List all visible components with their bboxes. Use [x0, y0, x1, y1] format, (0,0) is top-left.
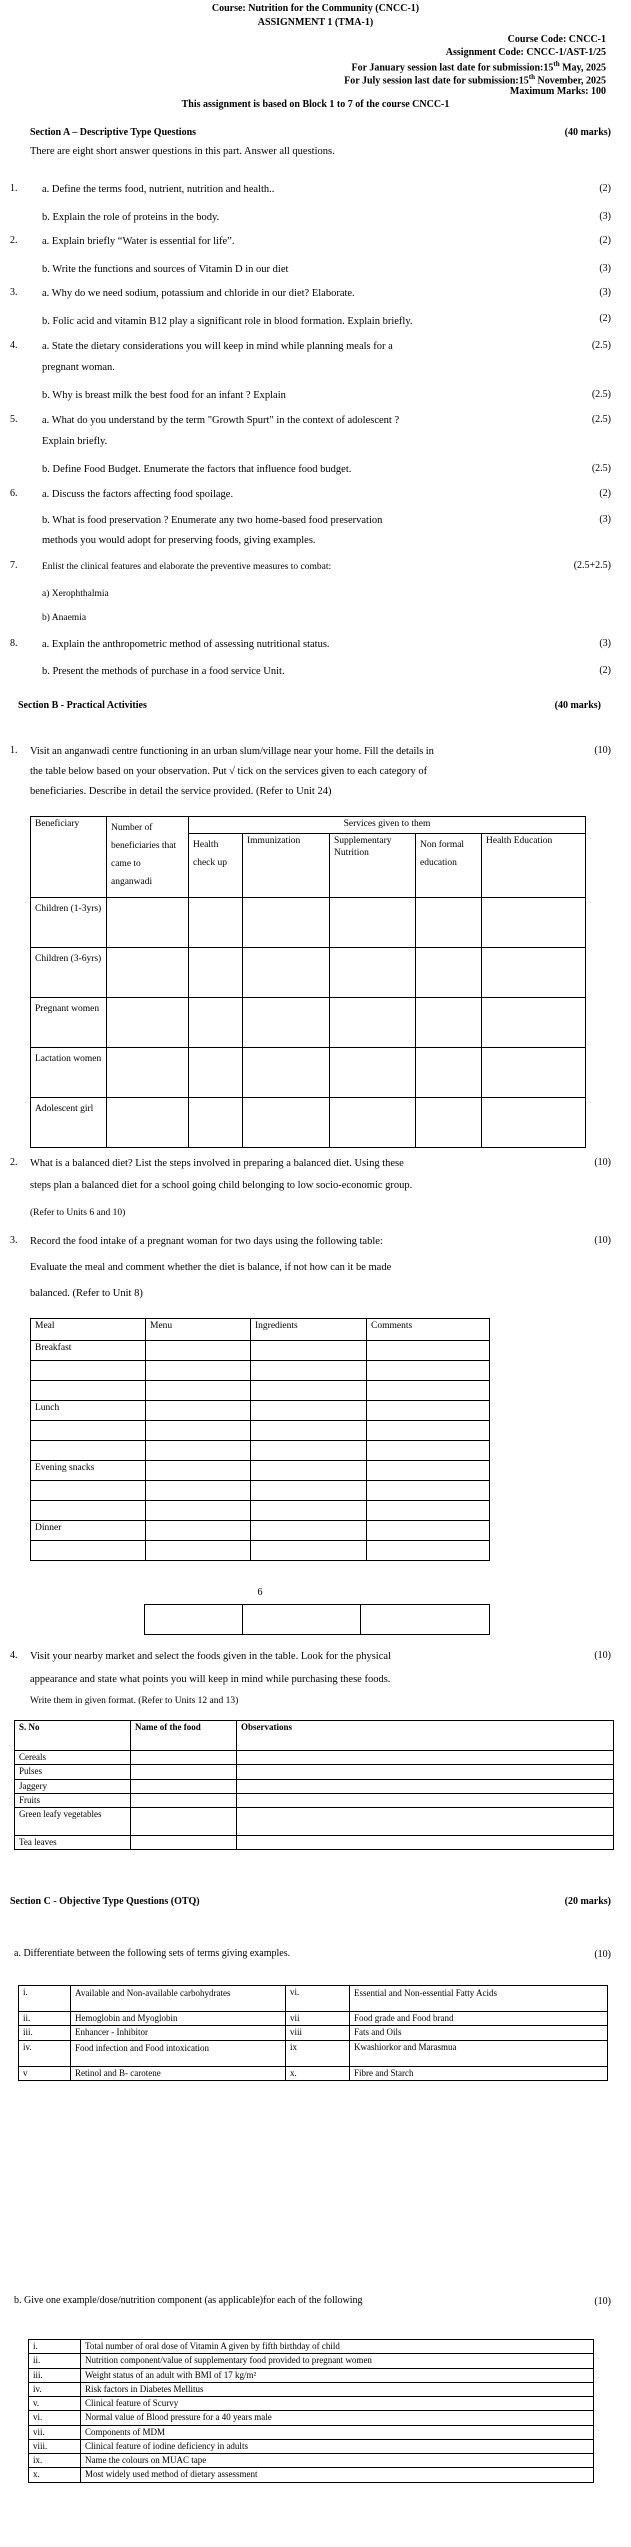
diff-term: Available and Non-available carbohydrates	[71, 1986, 286, 2012]
food-intake-cell[interactable]	[251, 1501, 367, 1521]
market-cell[interactable]	[131, 1808, 237, 1836]
food-intake-cell[interactable]	[31, 1361, 146, 1381]
anganwadi-row-label: Adolescent girl	[31, 1097, 107, 1147]
market-foods-table	[14, 1720, 614, 1850]
anganwadi-cell[interactable]	[243, 1097, 330, 1147]
a-q7b: b) Anaemia	[42, 613, 87, 623]
july-deadline-sup: th	[528, 73, 535, 81]
anganwadi-cell[interactable]	[243, 1047, 330, 1097]
a-q1a-marks: (2)	[599, 183, 611, 194]
food-intake-cell[interactable]	[146, 1381, 251, 1401]
food-intake-cell[interactable]	[31, 1421, 146, 1441]
market-cell[interactable]	[237, 1765, 614, 1779]
b-q3-line1: Record the food intake of a pregnant woman for two days using the following table:	[30, 1236, 383, 1247]
food-intake-cell[interactable]	[251, 1461, 367, 1481]
a-q5a-line2: Explain briefly.	[42, 436, 108, 447]
ex-item: Total number of oral dose of Vitamin A given by fifth birthday of child	[81, 2340, 594, 2354]
anganwadi-cell[interactable]	[482, 897, 586, 947]
anganwadi-cell[interactable]	[107, 1047, 189, 1097]
anganwadi-cell[interactable]	[189, 1047, 243, 1097]
food-intake-cell[interactable]	[251, 1481, 367, 1501]
a-q3b: b. Folic acid and vitamin B12 play a significant role in blood formation. Explain briefly.	[42, 316, 413, 327]
market-row-label: Pulses	[15, 1765, 131, 1779]
a-q4-number: 4.	[10, 340, 18, 351]
section-c-marks: (20 marks)	[564, 1896, 611, 1907]
a-q2a: a. Explain briefly “Water is essential for life”.	[42, 236, 235, 247]
course-title: Course: Nutrition for the Community (CNCC-1)	[211, 3, 420, 14]
food-intake-cell[interactable]	[31, 1381, 146, 1401]
market-row-label: Tea leaves	[15, 1836, 131, 1850]
assignment-title: ASSIGNMENT 1 (TMA-1)	[257, 17, 374, 28]
a-q8a: a. Explain the anthropometric method of assessing nutritional status.	[42, 639, 330, 650]
anganwadi-table	[30, 816, 586, 1148]
food-intake-meal-label: Dinner	[31, 1521, 146, 1541]
assignment-code: Assignment Code: CNCC-1/AST-1/25	[445, 47, 606, 58]
diff-term: Enhancer - Inhibitor	[71, 2026, 286, 2040]
market-cell[interactable]	[237, 1793, 614, 1807]
diff-num: i.	[19, 1986, 71, 2012]
food-intake-cell[interactable]	[251, 1341, 367, 1361]
a-q1a: a. Define the terms food, nutrient, nutrition and health..	[42, 184, 275, 195]
a-q2b: b. Write the functions and sources of Vitamin D in our diet	[42, 264, 289, 275]
diff-num: vi.	[286, 1986, 350, 2012]
anganwadi-col-services: Services given to them	[189, 817, 586, 834]
market-row-label: Fruits	[15, 1793, 131, 1807]
ex-item: Most widely used method of dietary assessment	[81, 2468, 594, 2482]
ex-num: ii.	[29, 2354, 81, 2368]
diff-term: Essential and Non-essential Fatty Acids	[350, 1986, 608, 2012]
market-cell[interactable]	[131, 1836, 237, 1850]
food-intake-cell[interactable]	[367, 1341, 490, 1361]
ex-num: x.	[29, 2468, 81, 2482]
c-qb-marks: (10)	[594, 2296, 611, 2307]
a-q4b-marks: (2.5)	[591, 389, 611, 400]
anganwadi-col-beneficiary: Beneficiary	[31, 817, 107, 898]
a-q5-number: 5.	[10, 414, 18, 425]
diff-num: vii	[286, 2012, 350, 2026]
a-q1b: b. Explain the role of proteins in the body.	[42, 212, 220, 223]
anganwadi-sub-health-check: Health check up	[189, 833, 243, 897]
a-q6b-line2: methods you would adopt for preserving foods, giving examples.	[42, 535, 316, 546]
food-intake-table	[30, 1318, 490, 1561]
anganwadi-cell[interactable]	[189, 947, 243, 997]
anganwadi-cell[interactable]	[243, 997, 330, 1047]
a-q7-number: 7.	[10, 560, 18, 571]
food-intake-cell[interactable]	[367, 1361, 490, 1381]
market-cell[interactable]	[131, 1765, 237, 1779]
anganwadi-cell[interactable]	[107, 947, 189, 997]
food-intake-cell[interactable]	[251, 1361, 367, 1381]
a-q4a-line1: a. State the dietary considerations you will keep in mind while planning meals for a	[42, 341, 393, 352]
b-q4-line3: Write them in given format. (Refer to Units 12 and 13)	[30, 1696, 239, 1706]
diff-num: x.	[286, 2066, 350, 2080]
food-intake-cell[interactable]	[31, 1501, 146, 1521]
food-intake-meal-label: Lunch	[31, 1401, 146, 1421]
food-intake-cell[interactable]	[146, 1541, 251, 1561]
b-q3-line2: Evaluate the meal and comment whether the diet is balance, if not how can it be made	[30, 1262, 392, 1273]
food-intake-cell[interactable]	[146, 1341, 251, 1361]
a-q5a-marks: (2.5)	[591, 414, 611, 425]
a-q3b-marks: (2)	[599, 313, 611, 324]
ex-item: Clinical feature of Scurvy	[81, 2397, 594, 2411]
anganwadi-cell[interactable]	[482, 997, 586, 1047]
anganwadi-cell[interactable]	[107, 897, 189, 947]
food-intake-cell[interactable]	[146, 1461, 251, 1481]
page-break-table-row	[144, 1604, 490, 1635]
anganwadi-cell[interactable]	[482, 1047, 586, 1097]
market-cell[interactable]	[237, 1751, 614, 1765]
market-head-name: Name of the food	[131, 1721, 237, 1751]
ex-num: iv.	[29, 2382, 81, 2396]
anganwadi-sub-immunization: Immunization	[243, 833, 330, 897]
diff-term: Food grade and Food brand	[350, 2012, 608, 2026]
food-intake-cell[interactable]	[146, 1421, 251, 1441]
food-intake-cell[interactable]	[31, 1481, 146, 1501]
a-q1b-marks: (3)	[599, 211, 611, 222]
ex-num: vii.	[29, 2425, 81, 2439]
a-q1-number: 1.	[10, 183, 18, 194]
food-intake-head-comments: Comments	[367, 1319, 490, 1341]
a-q2a-marks: (2)	[599, 235, 611, 246]
c-qb-text: b. Give one example/dose/nutrition component (as applicable)for each of the following	[14, 2295, 363, 2306]
diff-term: Fibre and Starch	[350, 2066, 608, 2080]
market-row-label: Cereals	[15, 1751, 131, 1765]
page-break-cell	[243, 1605, 361, 1635]
january-deadline-rest: May, 2025	[559, 62, 606, 74]
market-cell[interactable]	[237, 1808, 614, 1836]
market-head-sno: S. No	[15, 1721, 131, 1751]
c-qa-text: a. Differentiate between the following sets of terms giving examples.	[14, 1948, 291, 1959]
food-intake-cell[interactable]	[367, 1501, 490, 1521]
anganwadi-cell[interactable]	[243, 947, 330, 997]
a-q8b: b. Present the methods of purchase in a food service Unit.	[42, 666, 285, 677]
a-q6b-marks: (3)	[599, 514, 611, 525]
page-break-cell	[145, 1605, 243, 1635]
market-cell[interactable]	[131, 1793, 237, 1807]
anganwadi-cell[interactable]	[107, 997, 189, 1047]
anganwadi-cell[interactable]	[330, 897, 416, 947]
food-intake-cell[interactable]	[146, 1441, 251, 1461]
c-qa-marks: (10)	[594, 1949, 611, 1960]
b-q1-number: 1.	[10, 745, 18, 756]
anganwadi-cell[interactable]	[416, 897, 482, 947]
section-a-title: Section A – Descriptive Type Questions	[30, 127, 197, 138]
anganwadi-cell[interactable]	[243, 897, 330, 947]
market-head-observations: Observations	[237, 1721, 614, 1751]
a-q6-number: 6.	[10, 488, 18, 499]
diff-term: Retinol and B- carotene	[71, 2066, 286, 2080]
maximum-marks: Maximum Marks: 100	[509, 86, 606, 97]
a-q4a-line2: pregnant woman.	[42, 362, 115, 373]
food-intake-cell[interactable]	[31, 1441, 146, 1461]
a-q3a: a. Why do we need sodium, potassium and chloride in our diet? Elaborate.	[42, 288, 355, 299]
anganwadi-row-label: Pregnant women	[31, 997, 107, 1047]
market-row-label	[15, 1808, 131, 1836]
food-intake-cell[interactable]	[251, 1401, 367, 1421]
ex-item: Weight status of an adult with BMI of 17 kg/m²	[81, 2368, 594, 2382]
anganwadi-cell[interactable]	[482, 947, 586, 997]
anganwadi-sub-supplementary: Supplementary Nutrition	[330, 833, 416, 897]
market-cell[interactable]	[237, 1779, 614, 1793]
food-intake-cell[interactable]	[367, 1421, 490, 1441]
food-intake-head-menu: Menu	[146, 1319, 251, 1341]
food-intake-cell[interactable]	[251, 1381, 367, 1401]
b-q2-marks: (10)	[594, 1157, 611, 1168]
ex-item: Clinical feature of iodine deficiency in adults	[81, 2439, 594, 2453]
anganwadi-row-label: Lactation women	[31, 1047, 107, 1097]
a-q6a: a. Discuss the factors affecting food spoilage.	[42, 489, 234, 500]
anganwadi-cell[interactable]	[416, 997, 482, 1047]
section-a-instructions: There are eight short answer questions in this part. Answer all questions.	[30, 146, 335, 157]
a-q5a-line1: a. What do you understand by the term "Growth Spurt" in the context of adolescent ?	[42, 415, 400, 426]
food-intake-cell[interactable]	[367, 1521, 490, 1541]
page-break-cell	[361, 1605, 490, 1635]
food-intake-cell[interactable]	[31, 1541, 146, 1561]
anganwadi-cell[interactable]	[416, 1097, 482, 1147]
b-q3-number: 3.	[10, 1235, 18, 1246]
anganwadi-cell[interactable]	[330, 997, 416, 1047]
market-row-label-text: Green leafy vegetables	[19, 1809, 102, 1819]
food-intake-cell[interactable]	[251, 1421, 367, 1441]
anganwadi-cell[interactable]	[330, 1097, 416, 1147]
food-intake-head-meal: Meal	[31, 1319, 146, 1341]
diff-term: Fats and Oils	[350, 2026, 608, 2040]
section-b-marks: (40 marks)	[554, 700, 601, 711]
b-q4-line2: appearance and state what points you will keep in mind while purchasing these foods.	[30, 1674, 391, 1685]
anganwadi-cell[interactable]	[189, 897, 243, 947]
a-q6b-line1: b. What is food preservation ? Enumerate any two home-based food preservation	[42, 515, 383, 526]
section-c-title: Section C - Objective Type Questions (OTQ)	[10, 1896, 200, 1907]
market-cell[interactable]	[237, 1836, 614, 1850]
a-q7a: a) Xerophthalmia	[42, 589, 109, 599]
ex-num: ix.	[29, 2454, 81, 2468]
a-q5b: b. Define Food Budget. Enumerate the factors that influence food budget.	[42, 464, 352, 475]
ex-item: Normal value of Blood pressure for a 40 years male	[81, 2411, 594, 2425]
market-cell[interactable]	[131, 1751, 237, 1765]
a-q7-text: Enlist the clinical features and elaborate the preventive measures to combat:	[42, 562, 332, 572]
anganwadi-sub-health-education: Health Education	[482, 833, 586, 897]
b-q2-line3: (Refer to Units 6 and 10)	[30, 1208, 126, 1218]
diff-num: v	[19, 2066, 71, 2080]
b-q2-line2: steps plan a balanced diet for a school going child belonging to low socio-economic group.	[30, 1180, 413, 1191]
examples-table	[28, 2339, 594, 2483]
b-q3-marks: (10)	[594, 1235, 611, 1246]
anganwadi-cell[interactable]	[416, 1047, 482, 1097]
diff-num: iii.	[19, 2026, 71, 2040]
course-code: Course Code: CNCC-1	[507, 34, 606, 45]
anganwadi-cell[interactable]	[482, 1097, 586, 1147]
food-intake-cell[interactable]	[251, 1541, 367, 1561]
food-intake-cell[interactable]	[367, 1461, 490, 1481]
food-intake-cell[interactable]	[251, 1521, 367, 1541]
food-intake-cell[interactable]	[146, 1401, 251, 1421]
a-q4b: b. Why is breast milk the best food for an infant ? Explain	[42, 390, 286, 401]
anganwadi-sub-non-formal: Non formal education	[416, 833, 482, 897]
ex-num: iii.	[29, 2368, 81, 2382]
b-q1-line2: the table below based on your observation. Put √ tick on the services given to each category of	[30, 766, 428, 777]
a-q2-number: 2.	[10, 235, 18, 246]
ex-item: Components of MDM	[81, 2425, 594, 2439]
food-intake-cell[interactable]	[146, 1361, 251, 1381]
ex-item: Name the colours on MUAC tape	[81, 2454, 594, 2468]
assignment-basis: This assignment is based on Block 1 to 7 of the course CNCC-1	[181, 99, 450, 110]
diff-term: Hemoglobin and Myoglobin	[71, 2012, 286, 2026]
anganwadi-cell[interactable]	[330, 1047, 416, 1097]
market-cell[interactable]	[131, 1779, 237, 1793]
food-intake-cell[interactable]	[251, 1441, 367, 1461]
food-intake-cell[interactable]	[367, 1441, 490, 1461]
diff-num: ix	[286, 2040, 350, 2066]
ex-num: vi.	[29, 2411, 81, 2425]
b-q4-marks: (10)	[594, 1650, 611, 1661]
food-intake-head-ingredients: Ingredients	[251, 1319, 367, 1341]
b-q2-line1: What is a balanced diet? List the steps involved in preparing a balanced diet. Using these	[30, 1158, 404, 1169]
july-deadline-text: For July session last date for submission:15	[344, 75, 529, 87]
anganwadi-cell[interactable]	[416, 947, 482, 997]
july-deadline-rest: November, 2025	[534, 75, 606, 87]
ex-num: i.	[29, 2340, 81, 2354]
page-number: 6	[257, 1587, 263, 1598]
section-b-title: Section B - Practical Activities	[18, 700, 147, 711]
a-q8-number: 8.	[10, 638, 18, 649]
a-q2b-marks: (3)	[599, 263, 611, 274]
anganwadi-cell[interactable]	[330, 947, 416, 997]
diff-term: Food infection and Food intoxication	[71, 2040, 286, 2066]
a-q6a-marks: (2)	[599, 488, 611, 499]
a-q3-number: 3.	[10, 287, 18, 298]
food-intake-meal-label: Evening snacks	[31, 1461, 146, 1481]
food-intake-cell[interactable]	[367, 1381, 490, 1401]
ex-num: v.	[29, 2397, 81, 2411]
food-intake-cell[interactable]	[367, 1401, 490, 1421]
b-q1-line1: Visit an anganwadi centre functioning in an urban slum/village near your home. Fill the details in	[30, 746, 434, 757]
a-q4a-marks: (2.5)	[591, 340, 611, 351]
b-q1-line3: beneficiaries. Describe in detail the service provided. (Refer to Unit 24)	[30, 786, 332, 797]
anganwadi-cell[interactable]	[189, 1097, 243, 1147]
differentiate-table	[18, 1985, 608, 2081]
b-q4-number: 4.	[10, 1650, 18, 1661]
anganwadi-row-label: Children (3-6yrs)	[31, 947, 107, 997]
market-row-label: Jaggery	[15, 1779, 131, 1793]
a-q8a-marks: (3)	[599, 638, 611, 649]
food-intake-cell[interactable]	[367, 1481, 490, 1501]
food-intake-cell[interactable]	[146, 1521, 251, 1541]
b-q4-line1: Visit your nearby market and select the foods given in the table. Look for the physical	[30, 1651, 391, 1662]
diff-num: ii.	[19, 2012, 71, 2026]
b-q2-number: 2.	[10, 1157, 18, 1168]
diff-term: Kwashiorkor and Marasmua	[350, 2040, 608, 2066]
ex-item: Nutrition component/value of supplementary food provided to pregnant women	[81, 2354, 594, 2368]
a-q8b-marks: (2)	[599, 665, 611, 676]
food-intake-meal-label: Breakfast	[31, 1341, 146, 1361]
a-q3a-marks: (3)	[599, 287, 611, 298]
section-a-marks: (40 marks)	[564, 127, 611, 138]
food-intake-cell[interactable]	[146, 1501, 251, 1521]
a-q7-marks: (2.5+2.5)	[573, 560, 611, 571]
anganwadi-cell[interactable]	[107, 1097, 189, 1147]
a-q5b-marks: (2.5)	[591, 463, 611, 474]
food-intake-cell[interactable]	[146, 1481, 251, 1501]
ex-num: viii.	[29, 2439, 81, 2453]
january-deadline-sup: th	[553, 60, 560, 68]
anganwadi-row-label: Children (1-3yrs)	[31, 897, 107, 947]
anganwadi-col-number: Number of beneficiaries that came to anganwadi	[107, 817, 189, 898]
food-intake-cell[interactable]	[367, 1541, 490, 1561]
b-q1-marks: (10)	[594, 745, 611, 756]
january-deadline-text: For January session last date for submission:15	[351, 62, 554, 74]
diff-num: viii	[286, 2026, 350, 2040]
b-q3-line3: balanced. (Refer to Unit 8)	[30, 1288, 143, 1299]
ex-item: Risk factors in Diabetes Mellitus	[81, 2382, 594, 2396]
anganwadi-cell[interactable]	[189, 997, 243, 1047]
diff-num: iv.	[19, 2040, 71, 2066]
